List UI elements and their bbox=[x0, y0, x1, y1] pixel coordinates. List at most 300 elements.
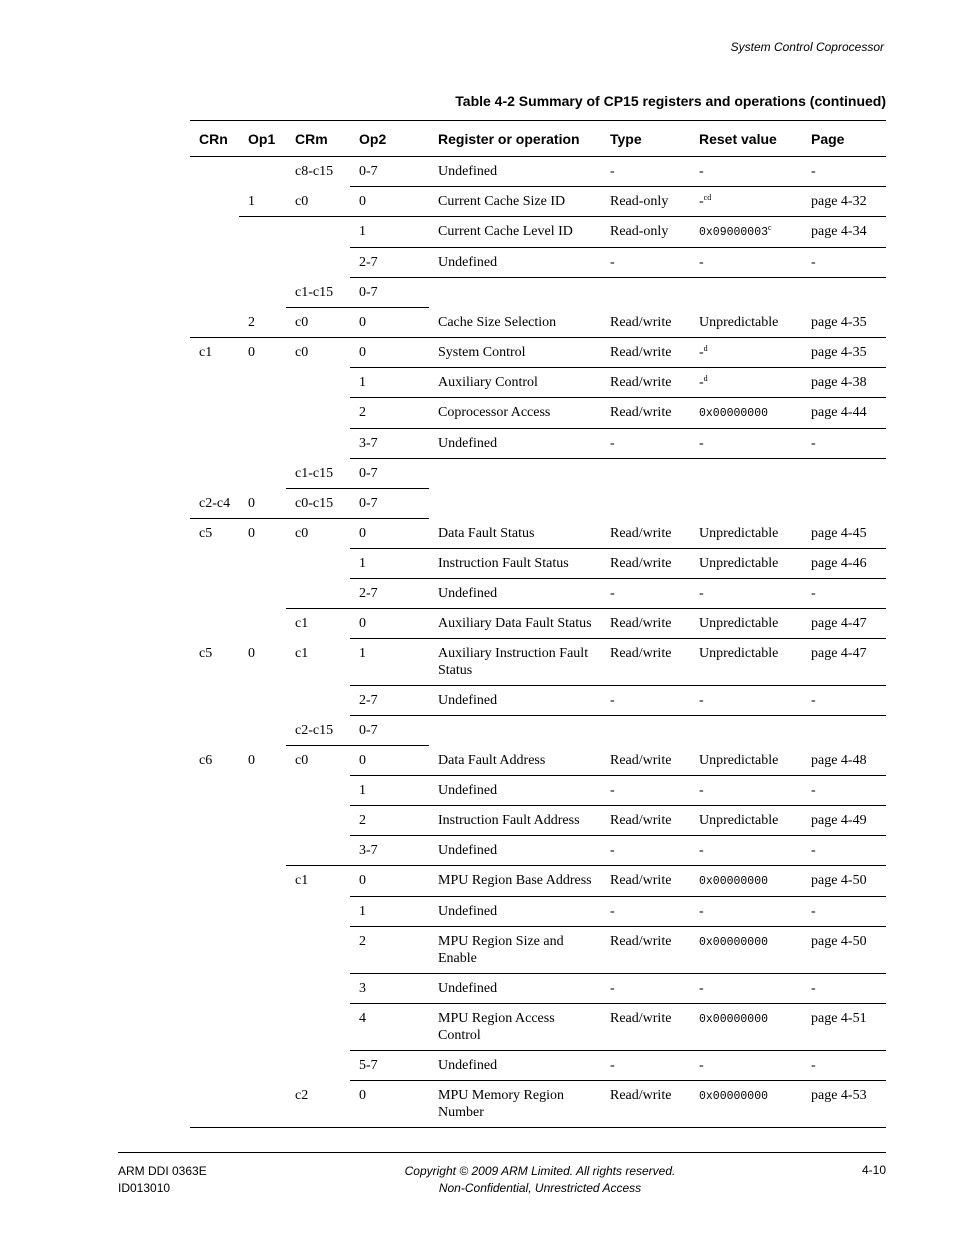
table-row bbox=[190, 429, 886, 459]
op2-cell bbox=[350, 519, 429, 549]
type-cell bbox=[601, 489, 690, 519]
register-text: Undefined bbox=[438, 436, 498, 451]
crn-cell bbox=[190, 368, 239, 398]
op1-text: 0 bbox=[248, 645, 255, 661]
reset-value-cell bbox=[690, 429, 802, 459]
reset-value-cell bbox=[690, 248, 802, 278]
op2-cell bbox=[350, 157, 429, 187]
op2-cell bbox=[350, 806, 429, 836]
crm-cell bbox=[286, 776, 350, 806]
page-cell bbox=[802, 308, 886, 338]
op1-cell bbox=[239, 278, 286, 308]
page-cell bbox=[802, 806, 886, 836]
register-text: Undefined bbox=[438, 981, 498, 996]
op2-text: 0-7 bbox=[359, 285, 378, 300]
op2-cell bbox=[350, 639, 429, 686]
type-cell bbox=[601, 398, 690, 429]
crn-cell bbox=[190, 1004, 239, 1051]
crm-cell bbox=[286, 187, 350, 217]
op2-text: 2 bbox=[359, 934, 366, 949]
op1-text: 1 bbox=[248, 193, 255, 209]
crn-cell bbox=[190, 686, 239, 716]
type-text: - bbox=[610, 586, 615, 601]
op1-cell bbox=[239, 459, 286, 489]
register-cell bbox=[429, 489, 601, 519]
page-text: page 4-35 bbox=[811, 314, 867, 330]
op2-text: 0-7 bbox=[359, 723, 378, 738]
crn-cell bbox=[190, 549, 239, 579]
footer-page-number: 4-10 bbox=[861, 1163, 886, 1177]
op2-cell bbox=[350, 927, 429, 974]
type-text: Read/write bbox=[610, 556, 672, 571]
op2-cell bbox=[350, 776, 429, 806]
type-cell bbox=[601, 716, 690, 746]
type-text: Read/write bbox=[610, 345, 672, 360]
table-row bbox=[190, 459, 886, 489]
op2-text: 0 bbox=[359, 873, 366, 888]
op1-cell bbox=[239, 927, 286, 974]
register-cell bbox=[429, 519, 601, 549]
page-cell bbox=[802, 716, 886, 746]
op2-text: 0 bbox=[359, 345, 366, 360]
crn-cell bbox=[190, 609, 239, 639]
op2-cell bbox=[350, 398, 429, 429]
reset-value-text: 0x00000000 bbox=[699, 875, 769, 888]
reset-value-text: Unpredictable bbox=[699, 525, 779, 541]
type-text: - bbox=[610, 1058, 615, 1073]
op2-cell bbox=[350, 338, 429, 368]
table-row bbox=[190, 248, 886, 278]
op1-cell bbox=[239, 217, 286, 248]
table-row bbox=[190, 187, 886, 217]
op2-text: 0 bbox=[359, 616, 366, 631]
reset-value-cell bbox=[690, 609, 802, 639]
op1-cell bbox=[239, 579, 286, 609]
crn-cell bbox=[190, 459, 239, 489]
crm-cell bbox=[286, 716, 350, 746]
op1-cell bbox=[239, 639, 286, 686]
table-row bbox=[190, 609, 886, 639]
type-cell bbox=[601, 1004, 690, 1051]
op1-cell bbox=[239, 974, 286, 1004]
crn-cell bbox=[190, 338, 239, 368]
page-text: - bbox=[811, 1058, 816, 1073]
crn-cell bbox=[190, 579, 239, 609]
op2-text: 0 bbox=[359, 526, 366, 541]
register-cell bbox=[429, 459, 601, 489]
reset-value-cell bbox=[690, 157, 802, 187]
op1-text: 0 bbox=[248, 526, 255, 541]
op2-text: 1 bbox=[359, 646, 366, 661]
page-text: page 4-32 bbox=[811, 194, 867, 209]
crn-cell bbox=[190, 806, 239, 836]
page-cell bbox=[802, 489, 886, 519]
register-cell bbox=[429, 248, 601, 278]
op2-text: 2 bbox=[359, 405, 366, 420]
crm-text: c0 bbox=[295, 526, 309, 541]
op1-cell bbox=[239, 248, 286, 278]
reset-value-cell bbox=[690, 308, 802, 338]
reset-value-text: 0x00000000 bbox=[699, 1013, 769, 1026]
footer-copyright: Copyright © 2009 ARM Limited. All rights reserved. bbox=[404, 1164, 676, 1178]
op2-text: 2 bbox=[359, 813, 366, 828]
op1-cell bbox=[239, 489, 286, 519]
register-cell bbox=[429, 187, 601, 217]
register-text: Coprocessor Access bbox=[438, 405, 551, 420]
page-text: - bbox=[811, 164, 816, 179]
register-cell bbox=[429, 836, 601, 866]
type-cell bbox=[601, 609, 690, 639]
type-text: Read/write bbox=[610, 405, 672, 420]
crm-cell bbox=[286, 927, 350, 974]
op1-cell bbox=[239, 1081, 286, 1128]
type-cell bbox=[601, 187, 690, 217]
crm-cell bbox=[286, 806, 350, 836]
register-cell bbox=[429, 549, 601, 579]
reset-value-cell bbox=[690, 836, 802, 866]
page-cell bbox=[802, 866, 886, 897]
op1-cell bbox=[239, 1004, 286, 1051]
page-text: page 4-38 bbox=[811, 375, 867, 390]
page-cell bbox=[802, 549, 886, 579]
op2-text: 4 bbox=[359, 1011, 366, 1026]
op1-cell bbox=[239, 368, 286, 398]
footnote-marker: cd bbox=[703, 193, 712, 202]
register-text: MPU Memory Region Number bbox=[438, 1088, 564, 1120]
register-cell bbox=[429, 429, 601, 459]
type-cell bbox=[601, 368, 690, 398]
crn-cell bbox=[190, 1081, 239, 1128]
register-text: Undefined bbox=[438, 586, 498, 601]
table-row bbox=[190, 308, 886, 338]
op1-cell bbox=[239, 746, 286, 776]
type-cell bbox=[601, 459, 690, 489]
crm-text: c0 bbox=[295, 345, 309, 360]
op2-text: 0 bbox=[359, 315, 366, 330]
table-row bbox=[190, 686, 886, 716]
op1-cell bbox=[239, 429, 286, 459]
op2-cell bbox=[350, 686, 429, 716]
type-text: Read/write bbox=[610, 375, 672, 390]
crm-cell bbox=[286, 746, 350, 776]
register-text: Data Fault Address bbox=[438, 752, 546, 768]
type-cell bbox=[601, 579, 690, 609]
reset-value-cell bbox=[690, 746, 802, 776]
page-cell bbox=[802, 278, 886, 308]
crm-cell bbox=[286, 217, 350, 248]
table-row bbox=[190, 897, 886, 927]
op1-cell bbox=[239, 519, 286, 549]
crm-text: c0-c15 bbox=[295, 496, 334, 511]
footer-doc-info bbox=[118, 1163, 207, 1197]
column-header-crn: CRn bbox=[190, 121, 239, 157]
crn-text: c5 bbox=[199, 526, 213, 541]
crn-cell bbox=[190, 217, 239, 248]
page-cell bbox=[802, 776, 886, 806]
type-text: Read/write bbox=[610, 873, 672, 888]
page-cell bbox=[802, 897, 886, 927]
page-cell bbox=[802, 429, 886, 459]
page-text: page 4-47 bbox=[811, 646, 867, 661]
table-row bbox=[190, 1051, 886, 1081]
register-text: System Control bbox=[438, 345, 526, 360]
page-text: - bbox=[811, 693, 816, 708]
crm-cell bbox=[286, 248, 350, 278]
register-cell bbox=[429, 609, 601, 639]
register-text: Undefined bbox=[438, 843, 498, 858]
type-cell bbox=[601, 308, 690, 338]
op1-text: 0 bbox=[248, 495, 255, 511]
reset-value-text: Unpredictable bbox=[699, 314, 779, 330]
crm-text: c1 bbox=[295, 645, 309, 661]
table-row bbox=[190, 639, 886, 686]
type-text: Read/write bbox=[610, 934, 672, 949]
reset-value-text: 0x09000003 bbox=[699, 226, 769, 239]
page-cell bbox=[802, 1004, 886, 1051]
op2-text: 0 bbox=[359, 753, 366, 768]
reset-value-cell bbox=[690, 368, 802, 398]
reset-value-cell bbox=[690, 217, 802, 248]
type-text: - bbox=[610, 843, 615, 858]
op1-cell bbox=[239, 609, 286, 639]
crn-cell bbox=[190, 157, 239, 187]
register-text: Undefined bbox=[438, 693, 498, 708]
table-row bbox=[190, 157, 886, 187]
op2-cell bbox=[350, 459, 429, 489]
crm-text: c1 bbox=[295, 616, 309, 631]
register-cell bbox=[429, 974, 601, 1004]
op1-cell bbox=[239, 776, 286, 806]
reset-value-text: Unpredictable bbox=[699, 813, 779, 828]
reset-value-cell bbox=[690, 639, 802, 686]
register-cell bbox=[429, 338, 601, 368]
type-text: - bbox=[610, 255, 615, 270]
reset-value-cell bbox=[690, 974, 802, 1004]
page-cell bbox=[802, 519, 886, 549]
register-cell bbox=[429, 639, 601, 686]
register-cell bbox=[429, 866, 601, 897]
op2-text: 5-7 bbox=[359, 1058, 378, 1073]
type-cell bbox=[601, 836, 690, 866]
op2-cell bbox=[350, 549, 429, 579]
register-cell bbox=[429, 746, 601, 776]
reset-value-text: - bbox=[699, 1058, 704, 1073]
crn-cell bbox=[190, 398, 239, 429]
table-row bbox=[190, 716, 886, 746]
page-cell bbox=[802, 338, 886, 368]
reset-value-text: Unpredictable bbox=[699, 646, 779, 661]
reset-value-cell bbox=[690, 398, 802, 429]
reset-value-cell bbox=[690, 579, 802, 609]
crm-cell bbox=[286, 1051, 350, 1081]
type-text: Read/write bbox=[610, 314, 672, 330]
op1-cell bbox=[239, 398, 286, 429]
column-header-page: Page bbox=[802, 121, 886, 157]
footer-doc-id: ARM DDI 0363E bbox=[118, 1164, 207, 1178]
op2-text: 1 bbox=[359, 904, 366, 919]
page-text: page 4-50 bbox=[811, 873, 867, 888]
reset-value-cell bbox=[690, 866, 802, 897]
page-text: page 4-51 bbox=[811, 1011, 867, 1026]
cp15-register-table bbox=[190, 120, 886, 1128]
op2-text: 0-7 bbox=[359, 466, 378, 481]
page-cell bbox=[802, 459, 886, 489]
crm-cell bbox=[286, 686, 350, 716]
crm-cell bbox=[286, 866, 350, 897]
crm-text: c1-c15 bbox=[295, 284, 334, 300]
crm-text: c1-c15 bbox=[295, 465, 334, 481]
type-cell bbox=[601, 549, 690, 579]
register-cell bbox=[429, 1081, 601, 1128]
crm-cell bbox=[286, 278, 350, 308]
register-text: Auxiliary Control bbox=[438, 375, 538, 390]
page-cell bbox=[802, 927, 886, 974]
register-text: Undefined bbox=[438, 904, 498, 919]
op1-text: 0 bbox=[248, 345, 255, 360]
crn-cell bbox=[190, 308, 239, 338]
reset-value-cell bbox=[690, 1051, 802, 1081]
type-text: Read/write bbox=[610, 1088, 672, 1103]
crm-cell bbox=[286, 1081, 350, 1128]
register-cell bbox=[429, 217, 601, 248]
register-cell bbox=[429, 806, 601, 836]
table-body bbox=[190, 157, 886, 1128]
table-row bbox=[190, 398, 886, 429]
op1-text: 2 bbox=[248, 314, 255, 330]
op2-cell bbox=[350, 716, 429, 746]
op1-cell bbox=[239, 866, 286, 897]
column-header-register: Register or operation bbox=[429, 121, 601, 157]
op2-cell bbox=[350, 579, 429, 609]
op2-text: 1 bbox=[359, 783, 366, 798]
reset-value-cell bbox=[690, 1004, 802, 1051]
op2-text: 1 bbox=[359, 375, 366, 390]
type-cell bbox=[601, 278, 690, 308]
op2-text: 3-7 bbox=[359, 843, 378, 858]
page-text: page 4-50 bbox=[811, 934, 867, 949]
table-row bbox=[190, 746, 886, 776]
footer-divider bbox=[118, 1152, 886, 1153]
reset-value-cell bbox=[690, 927, 802, 974]
type-cell bbox=[601, 806, 690, 836]
reset-value-cell bbox=[690, 716, 802, 746]
crn-cell bbox=[190, 716, 239, 746]
reset-value-cell bbox=[690, 519, 802, 549]
type-text: Read/write bbox=[610, 525, 672, 541]
op2-text: 2-7 bbox=[359, 693, 378, 708]
reset-value-text: - bbox=[699, 375, 704, 390]
crn-cell bbox=[190, 866, 239, 897]
op2-cell bbox=[350, 187, 429, 217]
type-cell bbox=[601, 217, 690, 248]
type-cell bbox=[601, 746, 690, 776]
register-text: Auxiliary Data Fault Status bbox=[438, 616, 592, 631]
reset-value-text: - bbox=[699, 843, 704, 858]
type-text: - bbox=[610, 904, 615, 919]
register-cell bbox=[429, 157, 601, 187]
crn-cell bbox=[190, 187, 239, 217]
crn-text: c1 bbox=[199, 345, 213, 360]
register-cell bbox=[429, 927, 601, 974]
reset-value-cell bbox=[690, 187, 802, 217]
table-row bbox=[190, 217, 886, 248]
crm-text: c2-c15 bbox=[295, 722, 334, 738]
type-cell bbox=[601, 338, 690, 368]
register-text: Auxiliary Instruction Fault Status bbox=[438, 646, 589, 678]
reset-value-text: - bbox=[699, 164, 704, 179]
column-header-op2: Op2 bbox=[350, 121, 429, 157]
crn-cell bbox=[190, 927, 239, 974]
op2-cell bbox=[350, 1051, 429, 1081]
register-text: MPU Region Access Control bbox=[438, 1011, 555, 1043]
op2-text: 0 bbox=[359, 194, 366, 209]
crm-cell bbox=[286, 549, 350, 579]
reset-value-text: - bbox=[699, 981, 704, 996]
page-cell bbox=[802, 187, 886, 217]
type-text: - bbox=[610, 164, 615, 179]
page-text: - bbox=[811, 586, 816, 601]
table-row bbox=[190, 519, 886, 549]
page-cell bbox=[802, 609, 886, 639]
type-cell bbox=[601, 927, 690, 974]
register-text: Cache Size Selection bbox=[438, 314, 557, 330]
type-cell bbox=[601, 157, 690, 187]
crn-cell bbox=[190, 489, 239, 519]
reset-value-cell bbox=[690, 459, 802, 489]
table-row bbox=[190, 927, 886, 974]
footnote-marker: d bbox=[703, 374, 708, 383]
register-cell bbox=[429, 776, 601, 806]
op2-text: 0-7 bbox=[359, 164, 378, 179]
table-title: Table 4-2 Summary of CP15 registers and operations (continued) bbox=[455, 93, 886, 109]
op1-cell bbox=[239, 187, 286, 217]
table-header-row bbox=[190, 121, 886, 157]
page-cell bbox=[802, 686, 886, 716]
reset-value-cell bbox=[690, 806, 802, 836]
crn-cell bbox=[190, 897, 239, 927]
reset-value-cell bbox=[690, 897, 802, 927]
op1-cell bbox=[239, 1051, 286, 1081]
column-header-crm: CRm bbox=[286, 121, 350, 157]
op1-cell bbox=[239, 338, 286, 368]
crn-cell bbox=[190, 776, 239, 806]
type-cell bbox=[601, 1051, 690, 1081]
op2-cell bbox=[350, 217, 429, 248]
reset-value-text: 0x00000000 bbox=[699, 1090, 769, 1103]
page-cell bbox=[802, 746, 886, 776]
register-text: Data Fault Status bbox=[438, 525, 535, 541]
page-text: page 4-45 bbox=[811, 525, 867, 541]
type-cell bbox=[601, 429, 690, 459]
type-cell bbox=[601, 1081, 690, 1128]
op2-text: 2-7 bbox=[359, 586, 378, 601]
page-cell bbox=[802, 836, 886, 866]
op2-cell bbox=[350, 278, 429, 308]
crn-cell bbox=[190, 248, 239, 278]
reset-value-text: 0x00000000 bbox=[699, 407, 769, 420]
crm-cell bbox=[286, 459, 350, 489]
type-text: Read-only bbox=[610, 194, 669, 209]
op2-cell bbox=[350, 609, 429, 639]
reset-value-cell bbox=[690, 776, 802, 806]
op2-cell bbox=[350, 489, 429, 519]
page-text: page 4-44 bbox=[811, 405, 867, 420]
op2-text: 0 bbox=[359, 1088, 366, 1103]
table-row bbox=[190, 776, 886, 806]
crm-text: c0 bbox=[295, 193, 309, 209]
register-cell bbox=[429, 1004, 601, 1051]
reset-value-cell bbox=[690, 338, 802, 368]
